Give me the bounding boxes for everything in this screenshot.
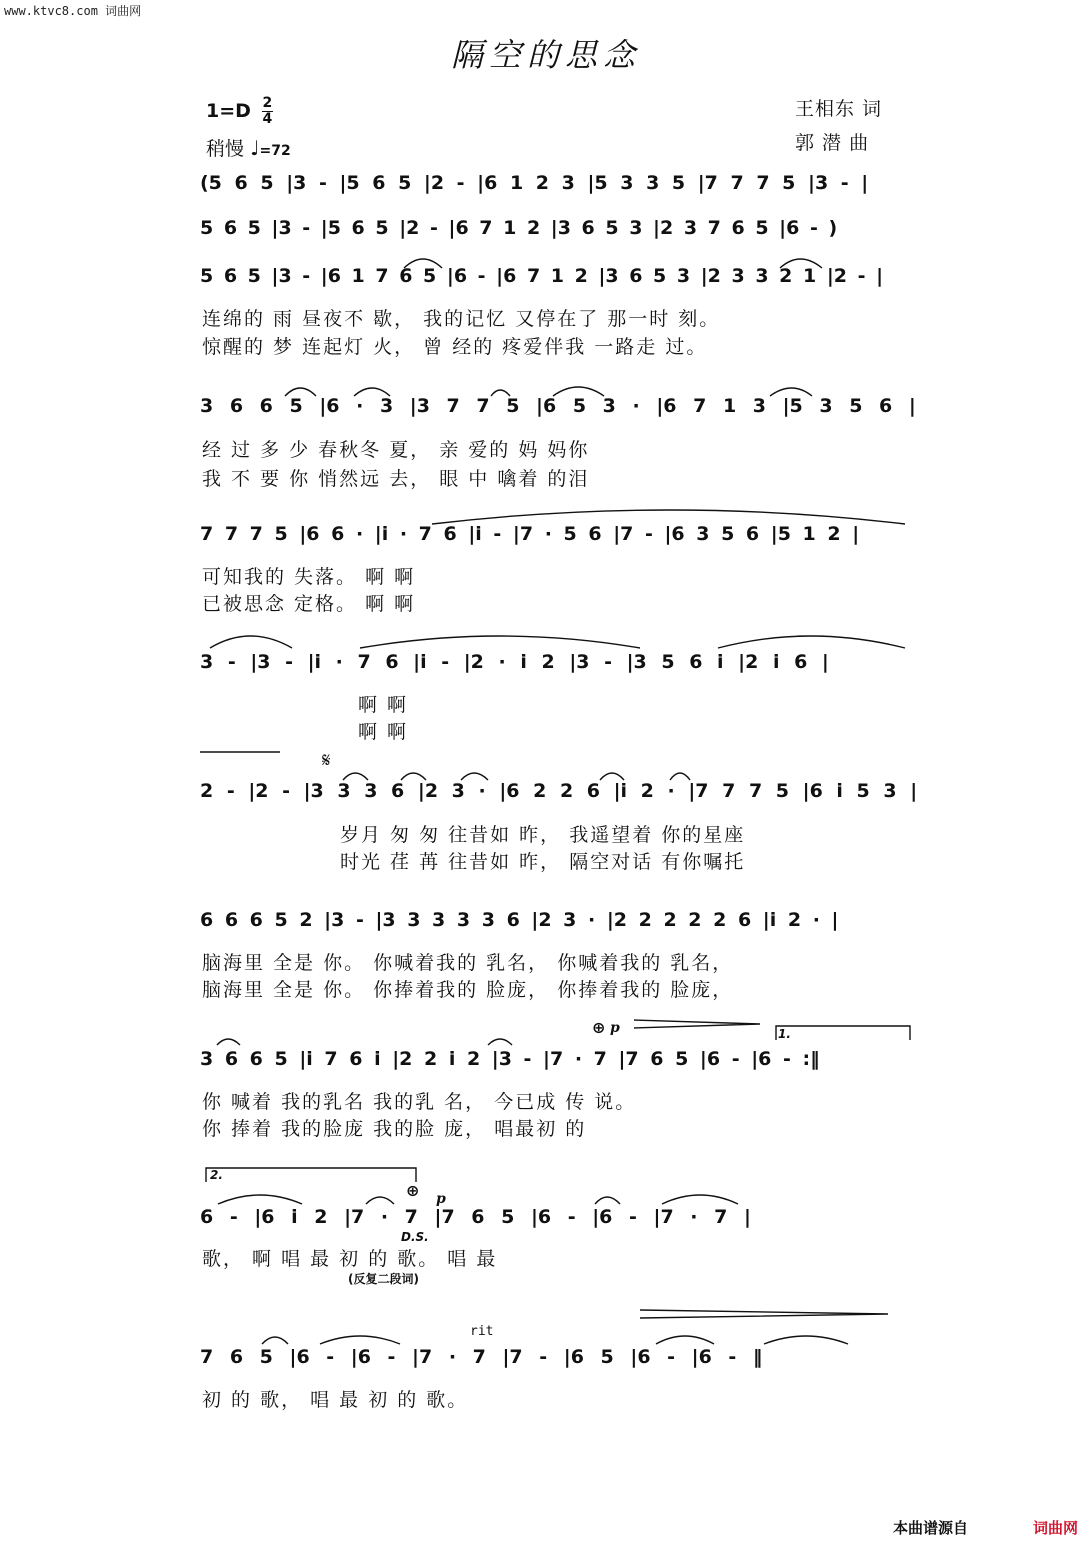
lyricist-credit: 王相东 词 [795,98,883,120]
volta-2-label: 2. [210,1168,223,1182]
time-top: 2 [262,95,273,111]
footer-brand-link[interactable]: 词曲网 [1032,1519,1078,1537]
staff-row-4: 3 6 6 5 |6 · 3 |3 7 7 5 |6 5 3 · |6 7 1 3 |5 3 5 6 | [200,395,916,417]
volta-1-label: 1. [778,1027,791,1041]
watermark: www.ktvc8.com 词曲网 [4,4,142,18]
coda-icon: ⊕ [592,1018,606,1037]
footer-source: 本曲谱源自 [892,1519,968,1537]
time-bottom: 4 [262,111,273,127]
page-title: 隔空的思念 [450,36,641,74]
segno-icon: 𝄋 [322,748,331,772]
coda-icon: ⊕ [406,1181,420,1200]
lyric-line: 啊 啊 [358,694,409,716]
lyric-line: 脑海里 全是 你。 你喊着我的 乳名， 你喊着我的 乳名， [202,952,734,974]
tempo-label: 稍慢 [206,138,245,160]
lyric-line: 你 捧着 我的脸庞 我的脸 庞， 唱最初 的 [202,1118,587,1140]
staff-row-1: (5 6 5 |3 - |5 6 5 |2 - |6 1 2 3 |5 3 3 5 |7 7 7 5 |3 - | [200,172,869,194]
staff-row-8: 6 6 6 5 2 |3 - |3 3 3 3 3 6 |2 3 · |2 2 2 2 2 6 |i 2 · | [200,909,839,931]
lyric-line: 歌， 啊 唱 最 初 的 歌。 唱 最 [202,1248,498,1270]
staff-row-6: 3 - |3 - |i · 7 6 |i - |2 · i 2 |3 - |3 5 6 i |2 i 6 | [200,651,829,673]
dynamic-piano: p [436,1191,446,1207]
lyric-line: 时光 荏 苒 往昔如 昨， 隔空对话 有你嘱托 [340,851,746,873]
staff-row-7: 2 - |2 - |3 3 3 6 |2 3 · |6 2 2 6 |i 2 · |7 7 7 5 |6 i 5 3 | [200,780,918,802]
staff-row-2: 5 6 5 |3 - |5 6 5 |2 - |6 7 1 2 |3 6 5 3 |2 3 7 6 5 |6 - ) [200,217,838,239]
lyric-line: 已被思念 定格。 啊 啊 [202,593,416,615]
lyric-line: 啊 啊 [358,721,409,743]
staff-row-3: 5 6 5 |3 - |6 1 7 6 5 |6 - |6 7 1 2 |3 6 5 3 |2 3 3 2 1 |2 - | [200,265,884,287]
lyric-line: 岁月 匆 匆 往昔如 昨， 我遥望着 你的星座 [340,824,746,846]
ritardando-marking: rit [470,1324,494,1339]
ds-marking: D.S. [401,1230,429,1244]
lyric-line: 连绵的 雨 昼夜不 歇， 我的记忆 又停在了 那一时 刻。 [202,308,721,330]
quarter-note-icon: ♩ [250,136,260,160]
lyric-line: 初 的 歌， 唱 最 初 的 歌。 [202,1389,469,1411]
dynamic-piano: p [610,1020,620,1036]
lyric-line: 脑海里 全是 你。 你捧着我的 脸庞， 你捧着我的 脸庞， [202,979,734,1001]
lyric-line: 可知我的 失落。 啊 啊 [202,566,416,588]
staff-row-5: 7 7 7 5 |6 6 · |i · 7 6 |i - |7 · 5 6 |7 - |6 3 5 6 |5 1 2 | [200,523,860,545]
lyric-line: 惊醒的 梦 连起灯 火， 曾 经的 疼爱伴我 一路走 过。 [202,336,708,358]
key-label: 1=D [206,100,251,122]
repeat-note: (反复二段词) [348,1272,419,1286]
composer-credit: 郭 潜 曲 [795,132,870,154]
staff-row-11: 7 6 5 |6 - |6 - |7 · 7 |7 - |6 5 |6 - |6 - ‖ [200,1346,763,1368]
lyric-line: 你 喊着 我的乳名 我的乳 名， 今已成 传 说。 [202,1091,637,1113]
staff-row-9: 3 6 6 5 |i 7 6 i |2 2 i 2 |3 - |7 · 7 |7 6 5 |6 - |6 - :‖ [200,1048,820,1070]
tempo-bpm: =72 [259,143,291,159]
lyric-line: 我 不 要 你 悄然远 去， 眼 中 噙着 的泪 [202,468,590,490]
lyric-line: 经 过 多 少 春秋冬 夏， 亲 爱的 妈 妈你 [202,439,590,461]
staff-row-10: 6 - |6 i 2 |7 · 7 |7 6 5 |6 - |6 - |7 · 7 | [200,1206,751,1228]
